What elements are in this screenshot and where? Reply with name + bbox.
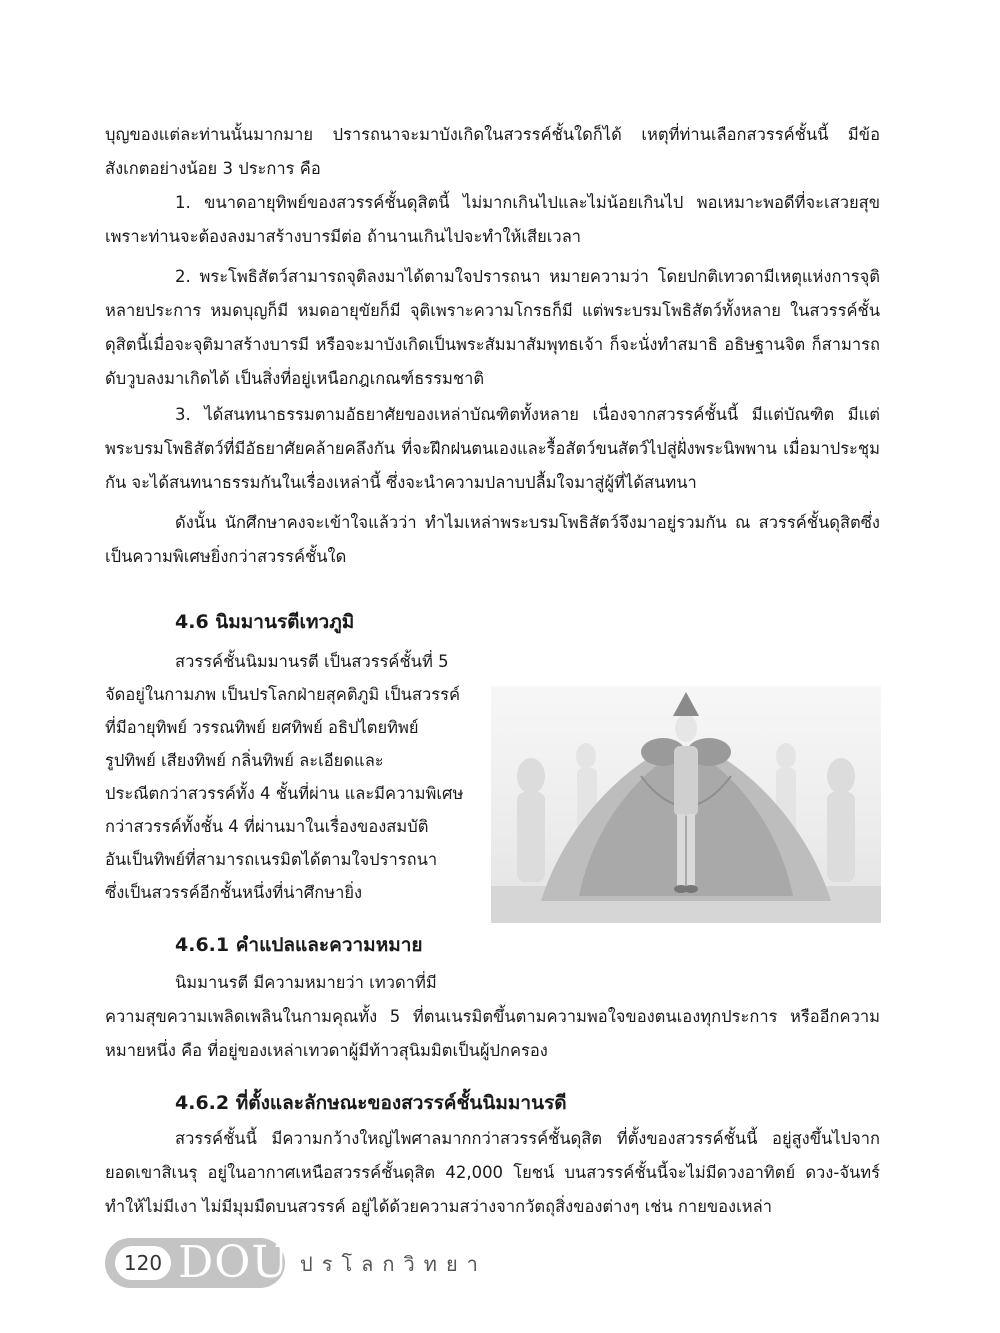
intro-paragraph: บุญของแต่ละท่านนั้นมากมาย ปรารถนาจะมาบังเกิดในสวรรค์ชั้นใดก็ได้ เหตุที่ท่านเลือกสวรรค์ชั้นนี้ มีข้อสังเกตอย่างน้อย 3 ประการ คือ <box>105 125 880 178</box>
section-4-6-line: กว่าสวรรค์ทั้งชั้น 4 ที่ผ่านมาในเรื่องของสมบัติ <box>105 817 429 836</box>
section-4-6-1-first-line: นิมมานรตี มีความหมายว่า เทวดาที่มี <box>175 973 437 992</box>
section-4-6-line: สวรรค์ชั้นนิมมานรตี เป็นสวรรค์ชั้นที่ 5 <box>175 652 449 671</box>
point-3-paragraph: 3. ได้สนทนาธรรมตามอัธยาศัยของเหล่าบัณฑิตทั้งหลาย เนื่องจากสวรรค์ชั้นนี้ มีแต่บัณฑิต มีแต่พระบรมโพธิสัตว์ที่มีอัธยาศัยคล้ายคลึงกัน ที่จะฝึกฝนตนเองและรื้อสัตว์ขนสัตว์ไปสู่ฝั่งพระนิพพาน เมื่อมาประชุมกัน จะได้สนทนาธรรมกันในเรื่องเหล่านี้ ซึ่งจะนำความปลาบปลื้มใจมาสู่ผู้ที่ได้สนทนา <box>105 405 880 492</box>
deity-figure-drawing <box>491 686 881 923</box>
course-title: ปรโลกวิทยา <box>300 1252 487 1276</box>
section-4-6-heading: 4.6 นิมมานรตีเทวภูมิ <box>175 611 355 633</box>
point-1-paragraph: 1. ขนาดอายุทิพย์ของสวรรค์ชั้นดุสิตนี้ ไม่มากเกินไปและไม่น้อยเกินไป พอเหมาะพอดีที่จะเสวยสุข เพราะท่านจะต้องลงมาสร้างบารมีต่อ ถ้านานเกินไปจะทำให้เสียเวลา <box>105 193 880 246</box>
section-4-6-1-heading: 4.6.1 คำแปลและความหมาย <box>175 934 423 956</box>
section-4-6-line: ซึ่งเป็นสวรรค์อีกชั้นหนึ่งที่น่าศึกษายิ่ง <box>105 883 363 902</box>
section-4-6-2-heading: 4.6.2 ที่ตั้งและลักษณะของสวรรค์ชั้นนิมมานรดี <box>175 1092 567 1114</box>
section-4-6-line: ประณีตกว่าสวรรค์ทั้ง 4 ชั้นที่ผ่าน และมีความพิเศษ <box>105 784 464 803</box>
section-4-6-1-paragraph: ความสุขความเพลิดเพลินในกามคุณทั้ง 5 ที่ตนเนรมิตขึ้นตามความพอใจของตนเองทุกประการ หรืออีกความหมายหนึ่ง คือ ที่อยู่ของเหล่าเทวดาผู้มีท้าวสุนิมมิตเป็นผู้ปกครอง <box>105 1007 880 1060</box>
deity-illustration <box>491 686 881 923</box>
point-2-paragraph: 2. พระโพธิสัตว์สามารถจุติลงมาได้ตามใจปรารถนา หมายความว่า โดยปกติเทวดามีเหตุแห่งการจุติหลายประการ หมดบุญก็มี หมดอายุขัยก็มี จุติเพราะความโกรธก็มี แต่พระบรมโพธิสัตว์ทั้งหลาย ในสวรรค์ชั้นดุสิตนี้เมื่อจะจุติมาสร้างบารมี หรือจะมาบังเกิดเป็นพระสัมมาสัมพุทธเจ้า ก็จะนั่งทำสมาธิ อธิษฐานจิต ก็สามารถดับวูบลงมาเกิดได้ เป็นสิ่งที่อยู่เหนือกฎเกณฑ์ธรรมชาติ <box>105 267 880 388</box>
conclusion-paragraph: ดังนั้น นักศึกษาคงจะเข้าใจแล้วว่า ทำไมเหล่าพระบรมโพธิสัตว์จึงมาอยู่รวมกัน ณ สวรรค์ชั้นดุสิตซึ่งเป็นความพิเศษยิ่งกว่าสวรรค์ชั้นใด <box>105 513 880 566</box>
section-4-6-line: ที่มีอายุทิพย์ วรรณทิพย์ ยศทิพย์ อธิปไตยทิพย์ <box>105 718 419 737</box>
section-4-6-line: รูปทิพย์ เสียงทิพย์ กลิ่นทิพย์ ละเอียดและ <box>105 751 384 770</box>
dou-logo: DOU <box>178 1237 290 1288</box>
section-4-6-line: จัดอยู่ในกามภพ เป็นปรโลกฝ่ายสุคติภูมิ เป็นสวรรค์ <box>105 685 461 704</box>
page-number: 120 <box>115 1246 171 1280</box>
section-4-6-2-paragraph: สวรรค์ชั้นนี้ มีความกว้างใหญ่ไพศาลมากกว่าสวรรค์ชั้นดุสิต ที่ตั้งของสวรรค์ชั้นนี้ อยู่สูงขึ้นไปจากยอดเขาสิเนรุ อยู่ในอากาศเหนือสวรรค์ชั้นดุสิต 42,000 โยชน์ บนสวรรค์ชั้นนี้จะไม่มีดวงอาทิตย์ ดวง-จันทร์ ทำให้ไม่มีเงา ไม่มีมุมมืดบนสวรรค์ อยู่ได้ด้วยความสว่างจากวัตถุสิ่งของต่างๆ เช่น กายของเหล่า <box>105 1129 880 1216</box>
section-4-6-line: อันเป็นทิพย์ที่สามารถเนรมิตได้ตามใจปรารถนา <box>105 850 438 869</box>
